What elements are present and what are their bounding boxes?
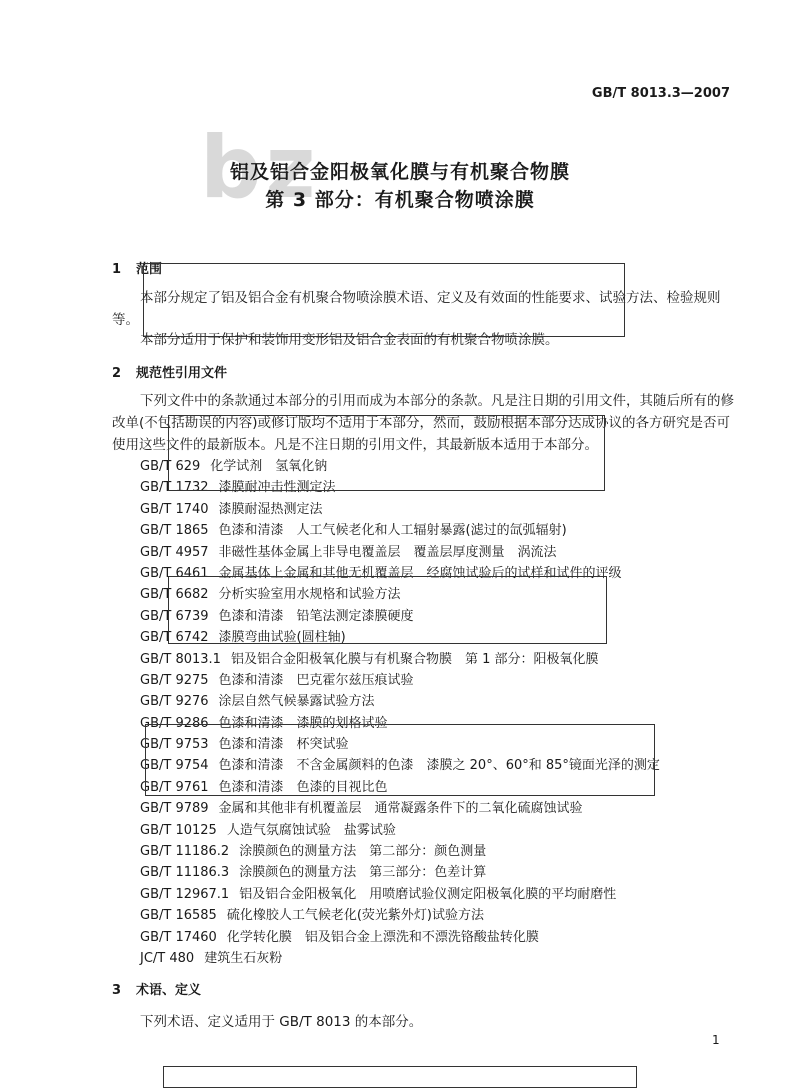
reference-list [140,456,660,969]
reference-title: 化学转化膜 铝及铝合金上漂洗和不漂洗铬酸盐转化膜 [226,929,539,945]
reference-code: GB/T 1740 [140,501,209,517]
reference-title: 化学试剂 氢氧化钠 [210,459,328,474]
reference-item [140,499,660,520]
reference-item [140,798,660,819]
normative-intro-paragraph: 下列文件中的条款通过本部分的引用而成为本部分的条款。凡是注日期的引用文件，其随后所有的修改单(不包括勘误的内容)或修订版均不适用于本部分，然而，鼓励根据本部分达成协议的各方研究是否可使用这些文件的最新版本。凡是不注日期的引用文件，其最新版本适用于本部分。 [112,393,734,453]
section-heading-terms [112,979,201,998]
document-title-line1: 铝及铝合金阳极氧化膜与有机聚合物膜 [229,161,570,183]
reference-code: GB/T 9275 [140,672,209,688]
section-title: 规范性引用文件 [136,366,228,381]
reference-code: GB/T 12967.1 [140,886,230,902]
reference-title: 铝及铝合金阳极氧化膜与有机聚合物膜 第 1 部分：阳极氧化膜 [230,651,599,667]
reference-code: GB/T 10125 [140,822,217,838]
scope-paragraph-1: 本部分规定了铝及铝合金有机聚合物喷涂膜术语、定义及有效面的性能要求、试验方法、检验规则等。 [112,290,721,328]
page-number: 1 [712,1033,720,1047]
reference-item [140,649,660,670]
scope-paragraph-2: 本部分适用于保护和装饰用变形铝及铝合金表面的有机聚合物喷涂膜。 [140,332,559,348]
reference-code: GB/T 629 [140,459,201,474]
reference-code: GB/T 17460 [140,929,217,945]
terms-intro-paragraph: 下列术语、定义适用于 GB/T 8013 的本部分。 [140,1014,423,1030]
annotation-box [163,1066,637,1088]
section-title: 范围 [136,262,163,277]
reference-title: 漆膜耐冲击性测定法 [218,480,336,496]
reference-item [140,691,660,712]
reference-title: 漆膜弯曲试验(圆柱轴) [218,630,346,646]
section-number: 3 [112,983,122,998]
reference-code: GB/T 9789 [140,801,209,817]
section-title: 术语、定义 [136,983,202,998]
reference-code: GB/T 6742 [140,630,209,646]
annotation-box [143,263,625,337]
reference-code: GB/T 9754 [140,758,209,774]
reference-code: GB/T 9276 [140,694,209,710]
reference-code: GB/T 4957 [140,544,209,560]
reference-title: 色漆和清漆 巴克霍尔兹压痕试验 [218,672,414,688]
reference-item [140,841,660,862]
reference-title: 铝及铝合金阳极氧化 用喷磨试验仪测定阳极氧化膜的平均耐磨性 [239,886,617,902]
reference-code: GB/T 1865 [140,523,209,539]
standard-code: GB/T 8013.3—2007 [591,86,730,101]
reference-code: GB/T 9761 [140,779,209,795]
reference-item [140,820,660,841]
reference-item [140,520,660,541]
reference-title: 漆膜耐湿热测定法 [218,501,323,517]
reference-title: 涂膜颜色的测量方法 第三部分：色差计算 [239,865,487,881]
reference-title: 分析实验室用水规格和试验方法 [218,587,401,603]
section-heading-normative [112,362,227,381]
reference-code: GB/T 1732 [140,480,209,496]
reference-title: 金属基体上金属和其他无机覆盖层 经腐蚀试验后的试样和试件的评级 [218,565,622,581]
annotation-box [168,415,605,491]
reference-code: GB/T 8013.1 [140,651,221,667]
watermark: bz [200,118,320,218]
reference-item [140,862,660,883]
document-title-line2: 第 3 部分：有机聚合物喷涂膜 [265,189,535,211]
reference-title: 金属和其他非有机覆盖层 通常凝露条件下的二氧化硫腐蚀试验 [218,801,583,817]
reference-title: 色漆和清漆 人工气候老化和人工辐射暴露(滤过的氙弧辐射) [218,523,567,539]
reference-code: GB/T 9753 [140,737,209,753]
reference-code: GB/T 11186.3 [140,865,230,881]
reference-title: 建筑生石灰粉 [204,950,283,966]
reference-item [140,948,660,969]
reference-title: 非磁性基体金属上非导电覆盖层 覆盖层厚度测量 涡流法 [218,544,557,560]
reference-title: 色漆和清漆 杯突试验 [218,737,349,753]
reference-code: JC/T 480 [140,950,195,966]
reference-title: 涂层自然气候暴露试验方法 [218,694,375,710]
reference-item [140,884,660,905]
reference-title: 涂膜颜色的测量方法 第二部分：颜色测量 [239,844,487,860]
reference-code: GB/T 6461 [140,565,209,581]
reference-title: 色漆和清漆 铅笔法测定漆膜硬度 [218,608,414,624]
section-number: 2 [112,366,122,381]
reference-title: 色漆和清漆 色漆的目视比色 [218,779,388,795]
reference-code: GB/T 6682 [140,587,209,603]
reference-title: 色漆和清漆 不含金属颜料的色漆 漆膜之 20°、60°和 85°镜面光泽的测定 [218,758,660,774]
reference-code: GB/T 16585 [140,908,217,924]
reference-title: 人造气氛腐蚀试验 盐雾试验 [226,822,396,838]
annotation-box [168,576,607,644]
reference-item [140,542,660,563]
reference-code: GB/T 9286 [140,715,209,731]
section-number: 1 [112,262,122,277]
reference-item [140,927,660,948]
reference-code: GB/T 6739 [140,608,209,624]
reference-item [140,670,660,691]
reference-title: 硫化橡胶人工气候老化(荧光紫外灯)试验方法 [226,908,484,924]
reference-item [140,905,660,926]
reference-title: 色漆和清漆 漆膜的划格试验 [218,715,388,731]
reference-code: GB/T 11186.2 [140,844,230,860]
annotation-box [145,724,655,796]
